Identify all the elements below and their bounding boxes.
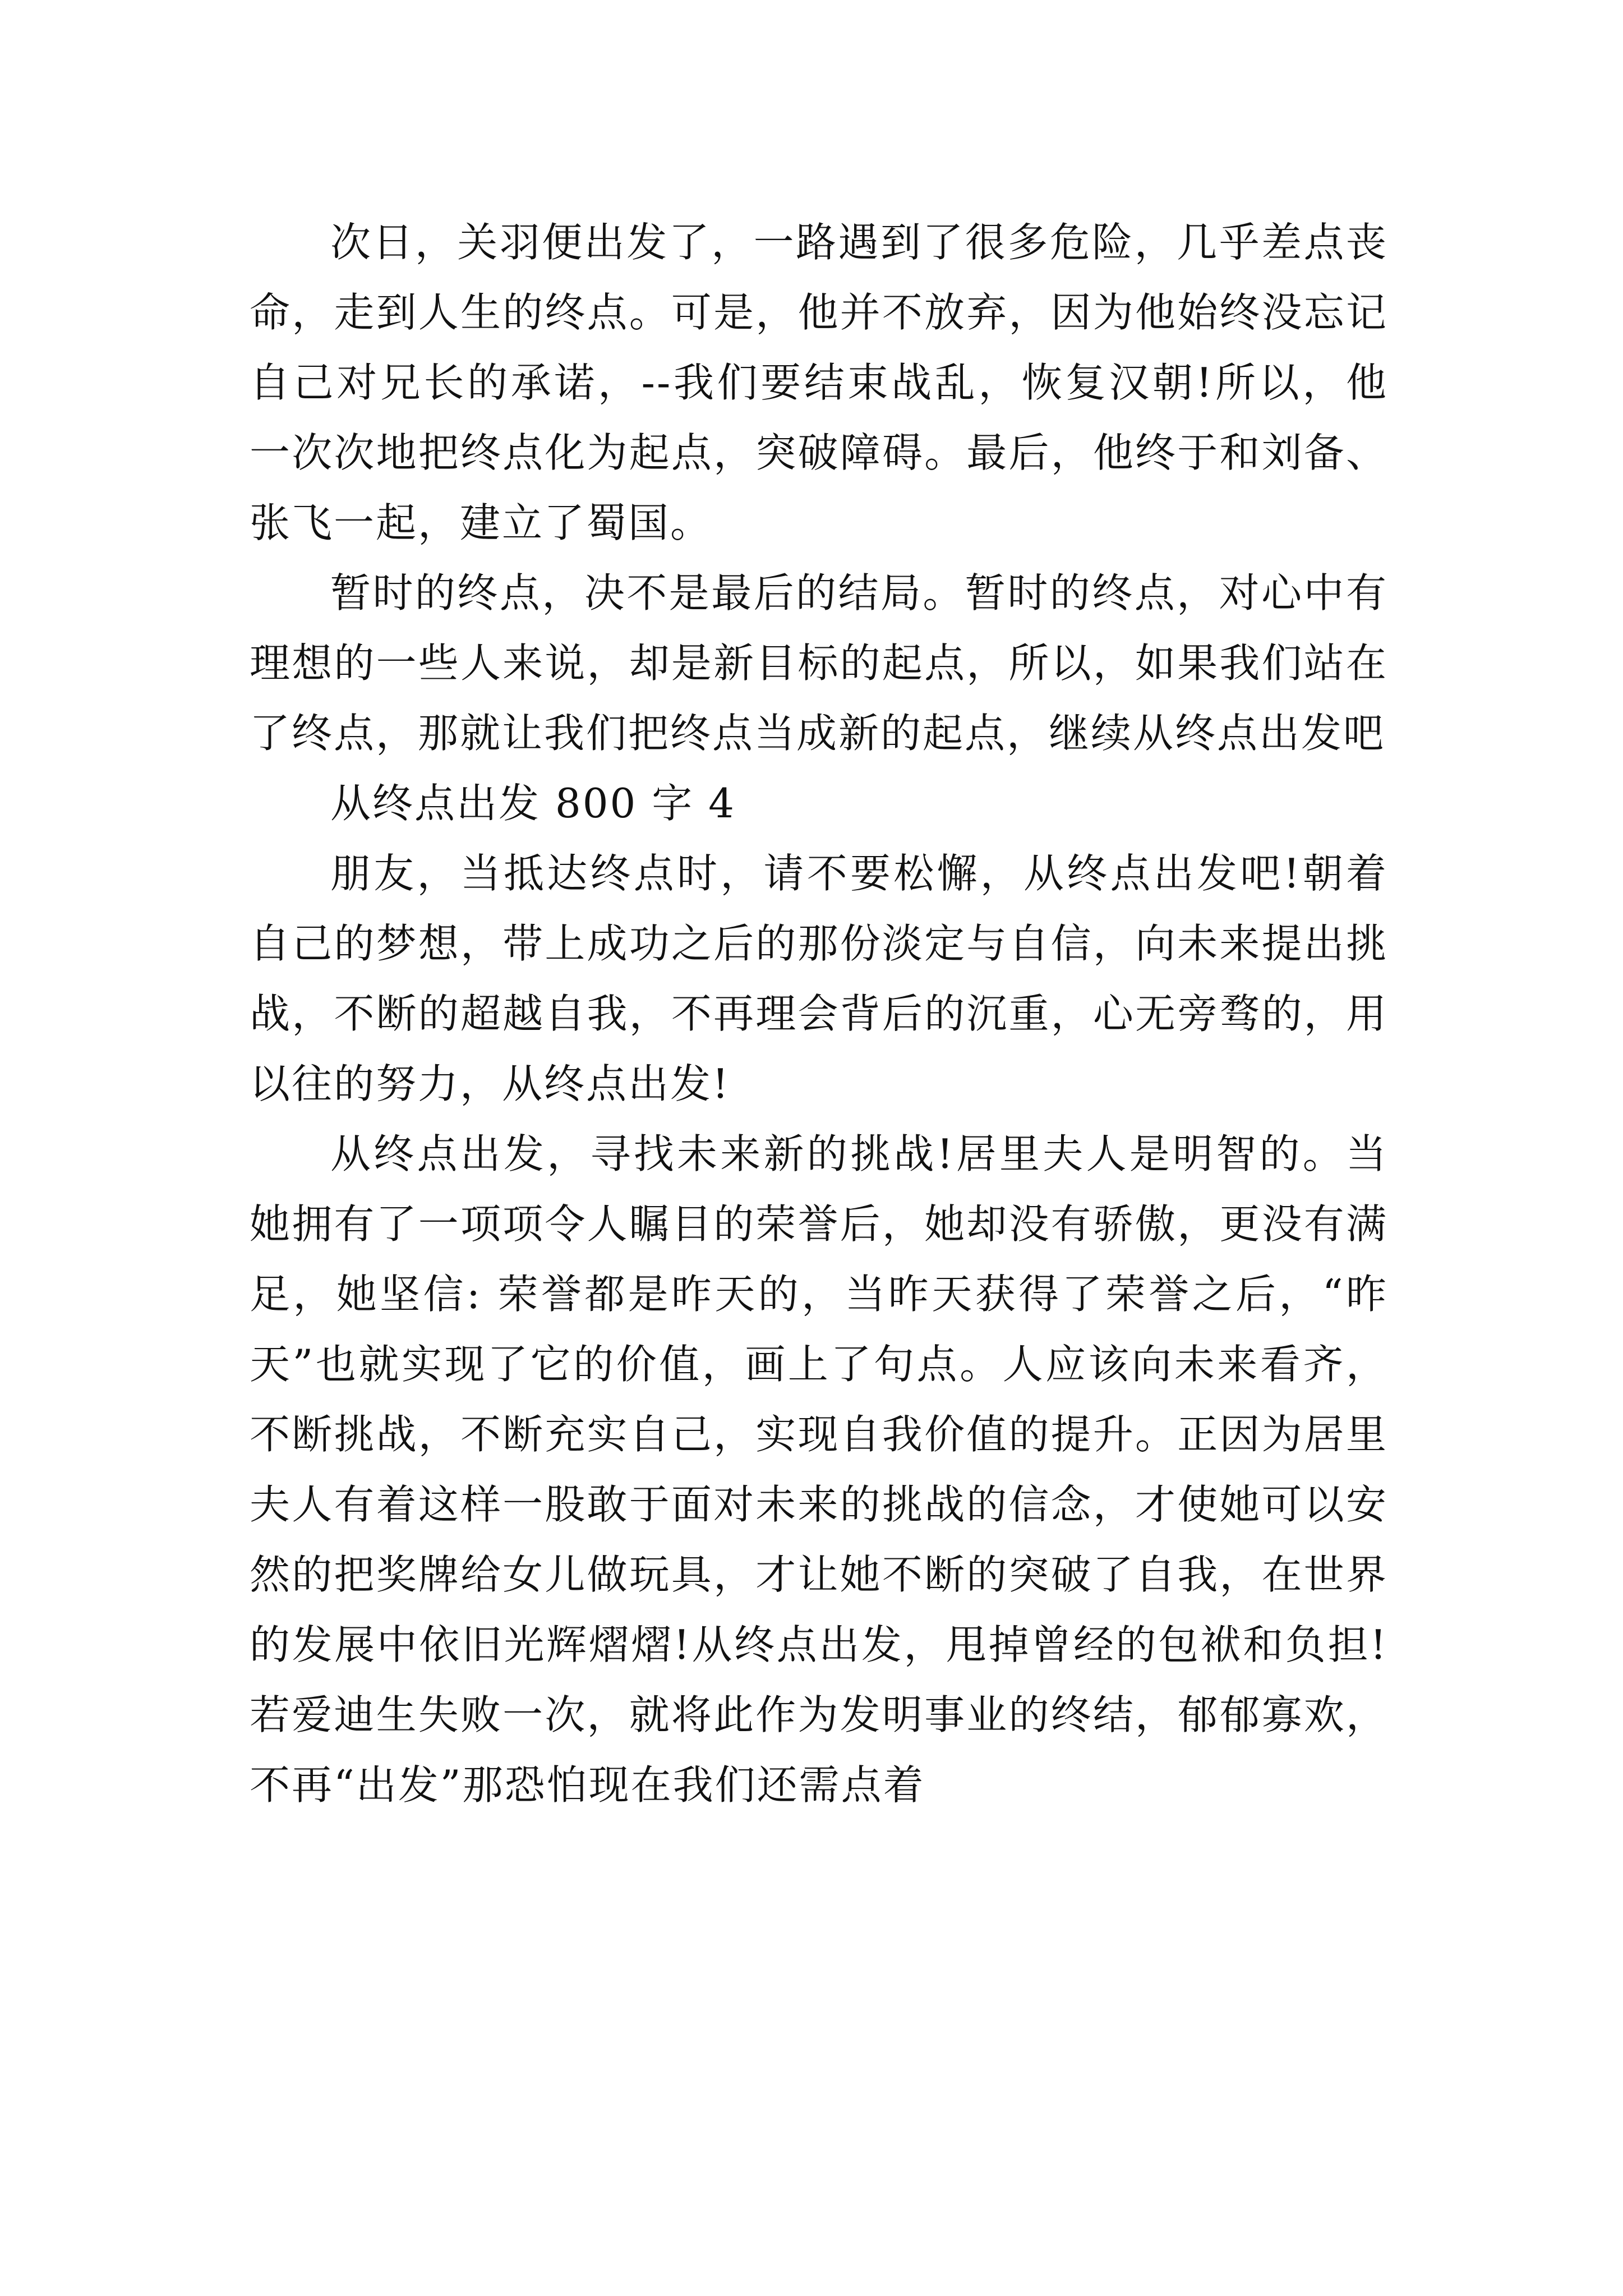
- paragraph-temporary-end: 暂时的终点，决不是最后的结局。暂时的终点，对心中有理想的一些人来说，却是新目标的起点，所以，如果我们站在了终点，那就让我们把终点当成新的起点，继续从终点出发吧: [250, 569, 1388, 757]
- paragraph-guan-yu: 次日，关羽便出发了，一路遇到了很多危险，几乎差点丧命，走到人生的终点。可是，他并不放弃，因为他始终没忘记自己对兄长的承诺，--我们要结束战乱，恢复汉朝!所以，他一次次地把终点化为起点，突破障碍。最后，他终于和刘备、张飞一起，建立了蜀国。: [250, 219, 1388, 546]
- document-body: [250, 208, 1388, 1820]
- paragraph-curie: 从终点出发，寻找未来新的挑战!居里夫人是明智的。当她拥有了一项项令人瞩目的荣誉后，她却没有骄傲，更没有满足，她坚信: 荣誉都是昨天的，当昨天获得了荣誉之后，“昨天”也就实现了它的价值，画上了句点。人应该向未来看齐，不断挑战，不断充实自己，实现自我价值的提升。正因为居里夫人有着这样一股敢于面对未来的挑战的信念，才使她可以安然的把奖牌给女儿做玩具，才让她不断的突破了自我，在世界的发展中依旧光辉熠熠!从终点出发，甩掉曾经的包袱和负担!若爱迪生失败一次，就将此作为发明事业的终结，郁郁寡欢，不再“出发”那恐怕现在我们还需点着: [250, 1130, 1388, 1809]
- paragraph-friend: 朋友，当抵达终点时，请不要松懈，从终点出发吧!朝着自己的梦想，带上成功之后的那份淡定与自信，向未来提出挑战，不断的超越自我，不再理会背后的沉重，心无旁骛的，用以往的努力，从终点出发!: [250, 850, 1388, 1107]
- section-heading: 从终点出发 800 字 4: [330, 780, 736, 827]
